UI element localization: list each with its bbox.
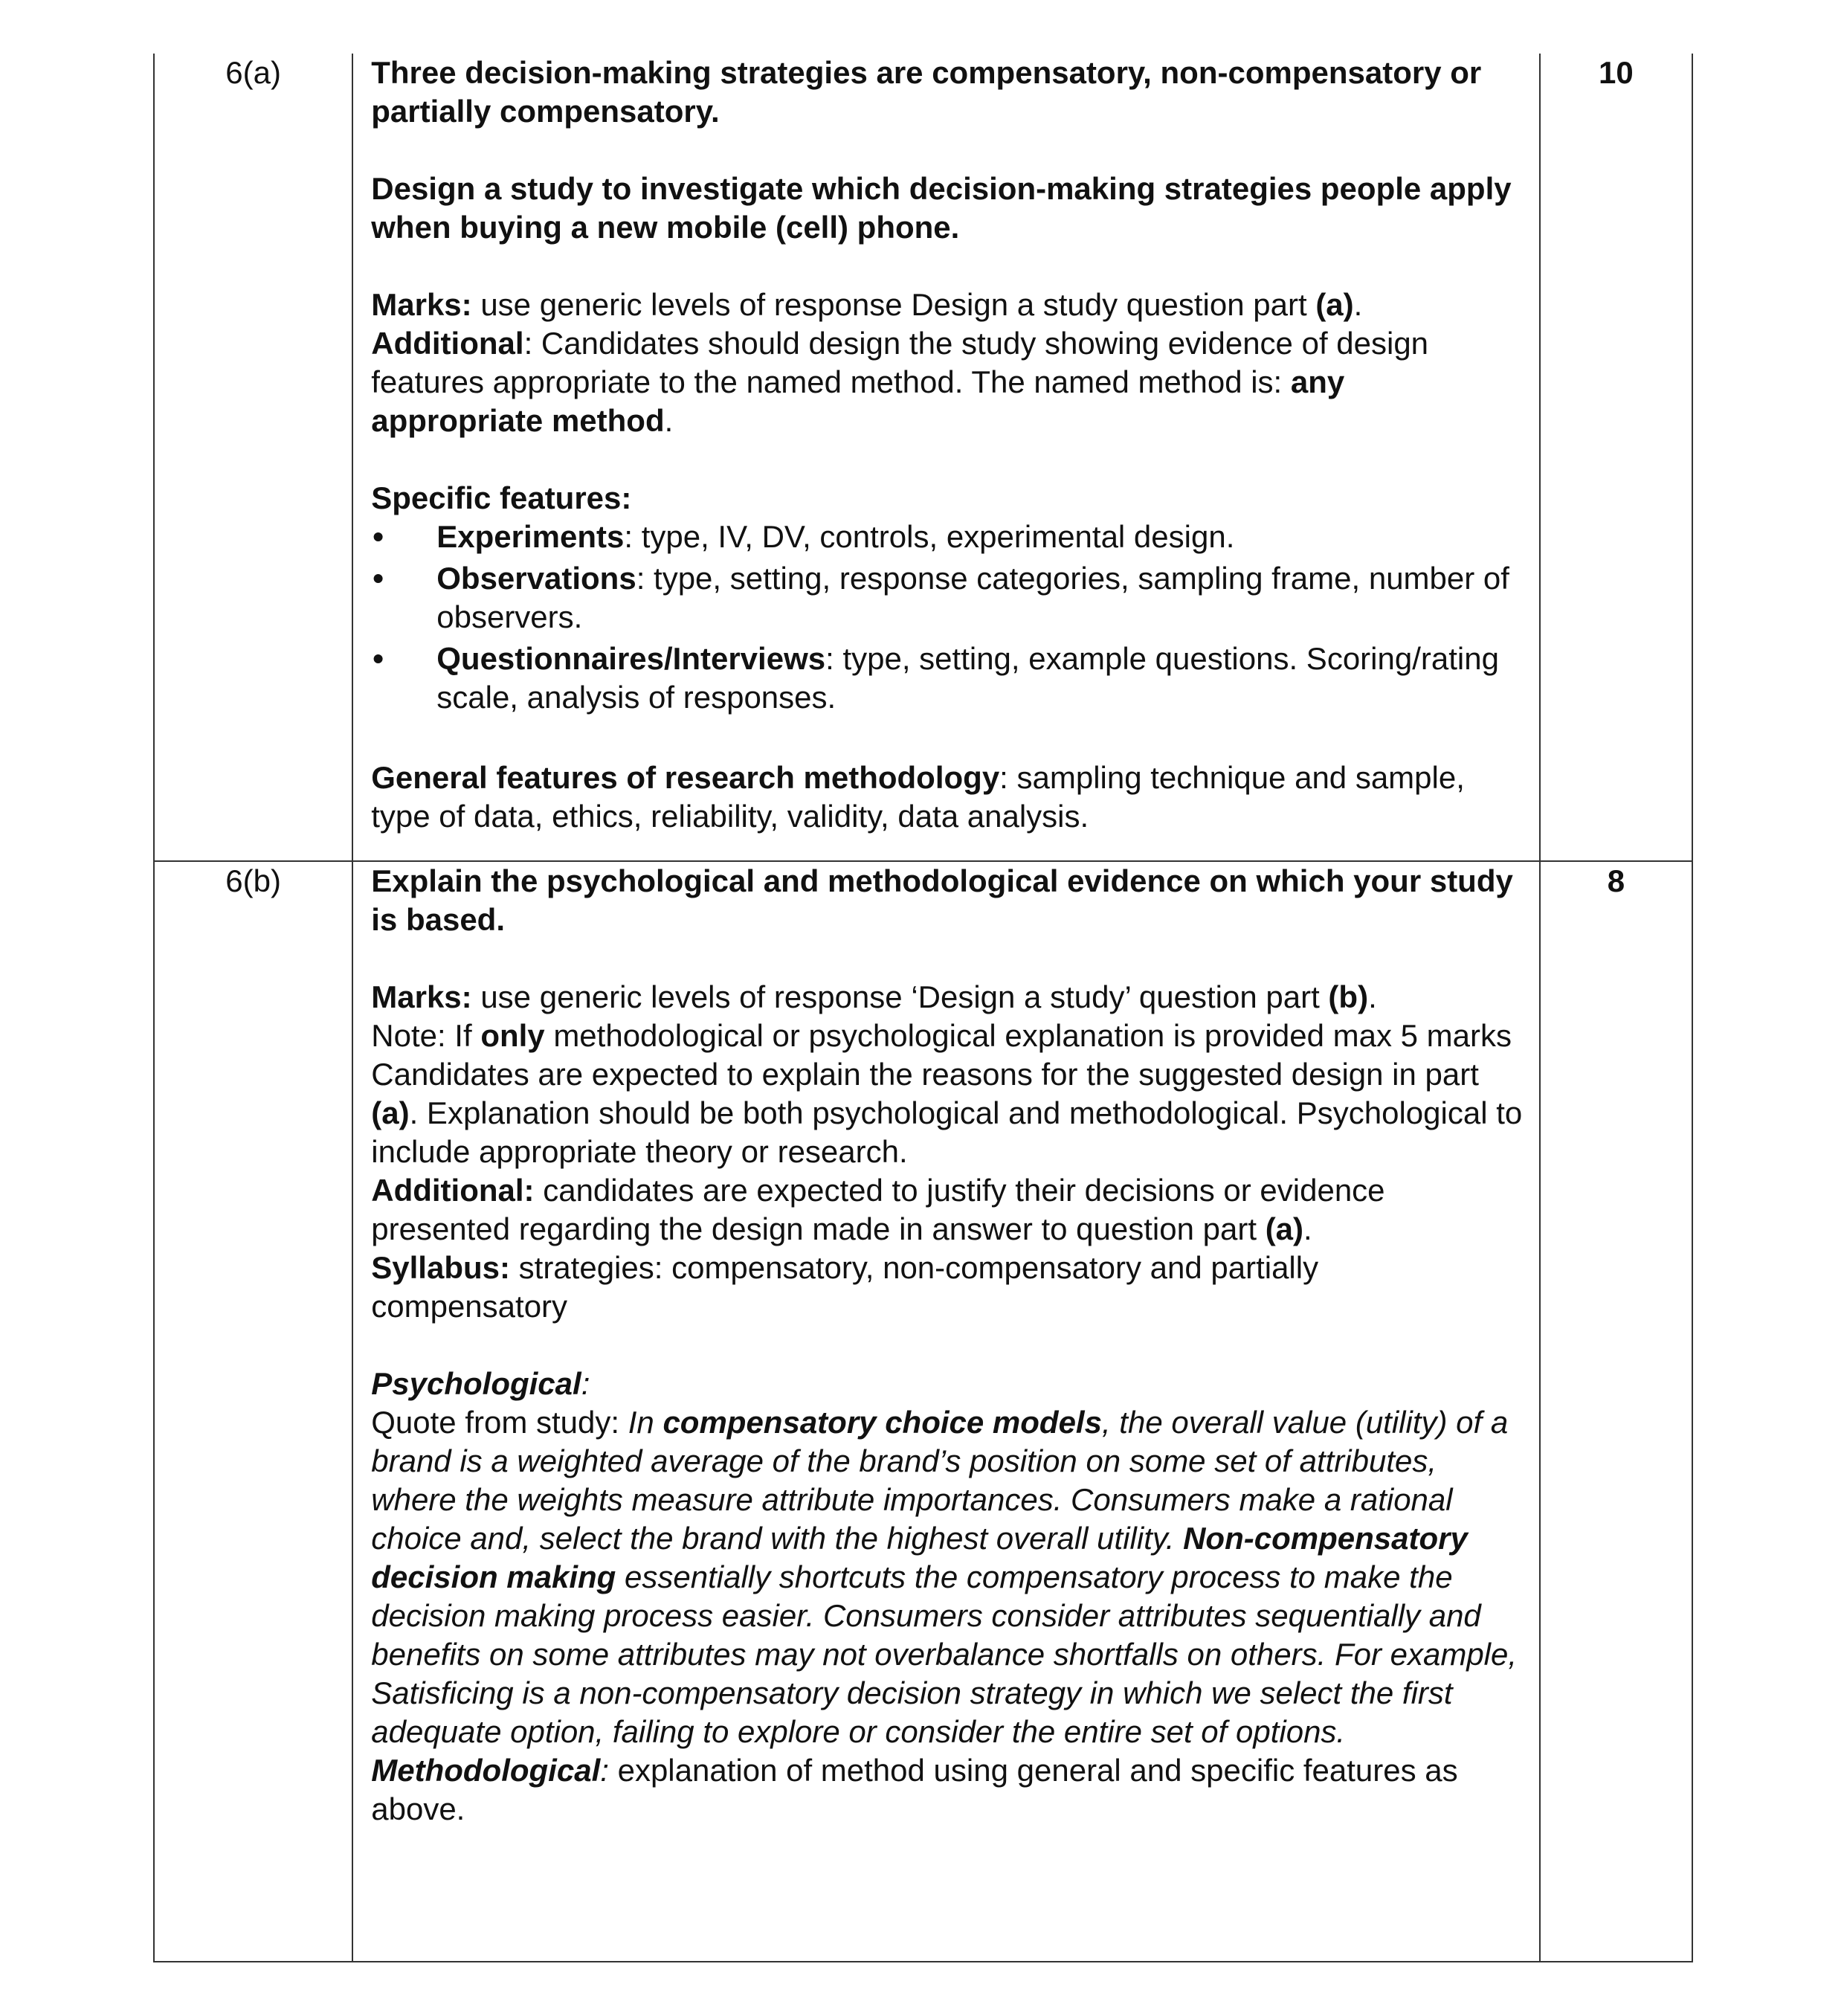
answer-cell <box>352 861 1540 1962</box>
marks-guidance: Marks: use generic levels of response ‘Design a study’ question part (b). <box>371 979 1377 1014</box>
table-row <box>154 54 1692 861</box>
marks-cell <box>1540 54 1692 861</box>
table-row <box>154 861 1692 1962</box>
bullet-icon: • <box>373 641 384 676</box>
list-item: • Experiments: type, IV, DV, controls, experimental design. <box>371 518 1523 556</box>
question-prompt: Explain the psychological and methodological evidence on which your study is based. <box>371 863 1513 937</box>
bullet-icon: • <box>373 561 384 596</box>
answer-cell <box>352 54 1540 861</box>
note-text: Note: If only methodological or psychological explanation is provided max 5 marks <box>371 1018 1512 1053</box>
question-task: Design a study to investigate which decision-making strategies people apply when buying a new mobile (cell) phone. <box>371 171 1512 245</box>
expectation-text: Candidates are expected to explain the reasons for the suggested design in part (a). Explanation should be both psychological and methodological. Psychological to include appropriate theory or research. <box>371 1057 1523 1169</box>
question-prompt: Three decision-making strategies are compensatory, non-compensatory or partially compensatory. <box>371 55 1482 129</box>
marks-value: 8 <box>1607 863 1625 898</box>
specific-features-heading: Specific features: <box>371 480 632 515</box>
syllabus-text: Syllabus: strategies: compensatory, non-compensatory and partially compensatory <box>371 1250 1319 1324</box>
bullet-icon: • <box>373 519 384 554</box>
marks-value: 10 <box>1599 55 1634 90</box>
specific-features-list <box>371 518 1523 717</box>
additional-guidance: Additional: Candidates should design the study showing evidence of design features appropriate to the named method. The named method is: any appropriate method. <box>371 326 1429 438</box>
list-item: • Questionnaires/Interviews: type, setting, example questions. Scoring/rating scale, analysis of responses. <box>373 641 1499 715</box>
general-features: General features of research methodology: sampling technique and sample, type of data, ethics, reliability, validity, data analysis. <box>371 760 1465 834</box>
question-number: 6(a) <box>225 55 281 90</box>
question-number-cell <box>154 54 352 861</box>
list-item: • Observations: type, setting, response categories, sampling frame, number of observers. <box>373 561 1509 634</box>
marks-cell <box>1540 861 1692 1962</box>
question-number: 6(b) <box>225 863 281 898</box>
psychological-heading: Psychological: <box>371 1366 590 1401</box>
marks-guidance: Marks: use generic levels of response Design a study question part (a). <box>371 287 1363 322</box>
methodological-text: Methodological: explanation of method using general and specific features as above. <box>371 1753 1458 1826</box>
study-quote: Quote from study: In compensatory choice models, the overall value (utility) of a brand is a weighted average of the brand’s position on some set of attributes, where the weights measure attribute importances. Consumers make a rational choice and, select the brand with the highest overall utility. Non-compensatory decision making essentially shortcuts the compensatory process to make the decision making process easier. Consumers consider attributes sequentially and benefits on some attributes may not overbalance shortfalls on others. For example, Satisficing is a non-compensatory decision strategy in which we select the first adequate option, failing to explore or consider the entire set of options. <box>371 1405 1518 1749</box>
mark-scheme-table <box>153 54 1693 1962</box>
additional-guidance: Additional: candidates are expected to justify their decisions or evidence presented regarding the design made in answer to question part (a). <box>371 1173 1385 1246</box>
question-number-cell <box>154 861 352 1962</box>
